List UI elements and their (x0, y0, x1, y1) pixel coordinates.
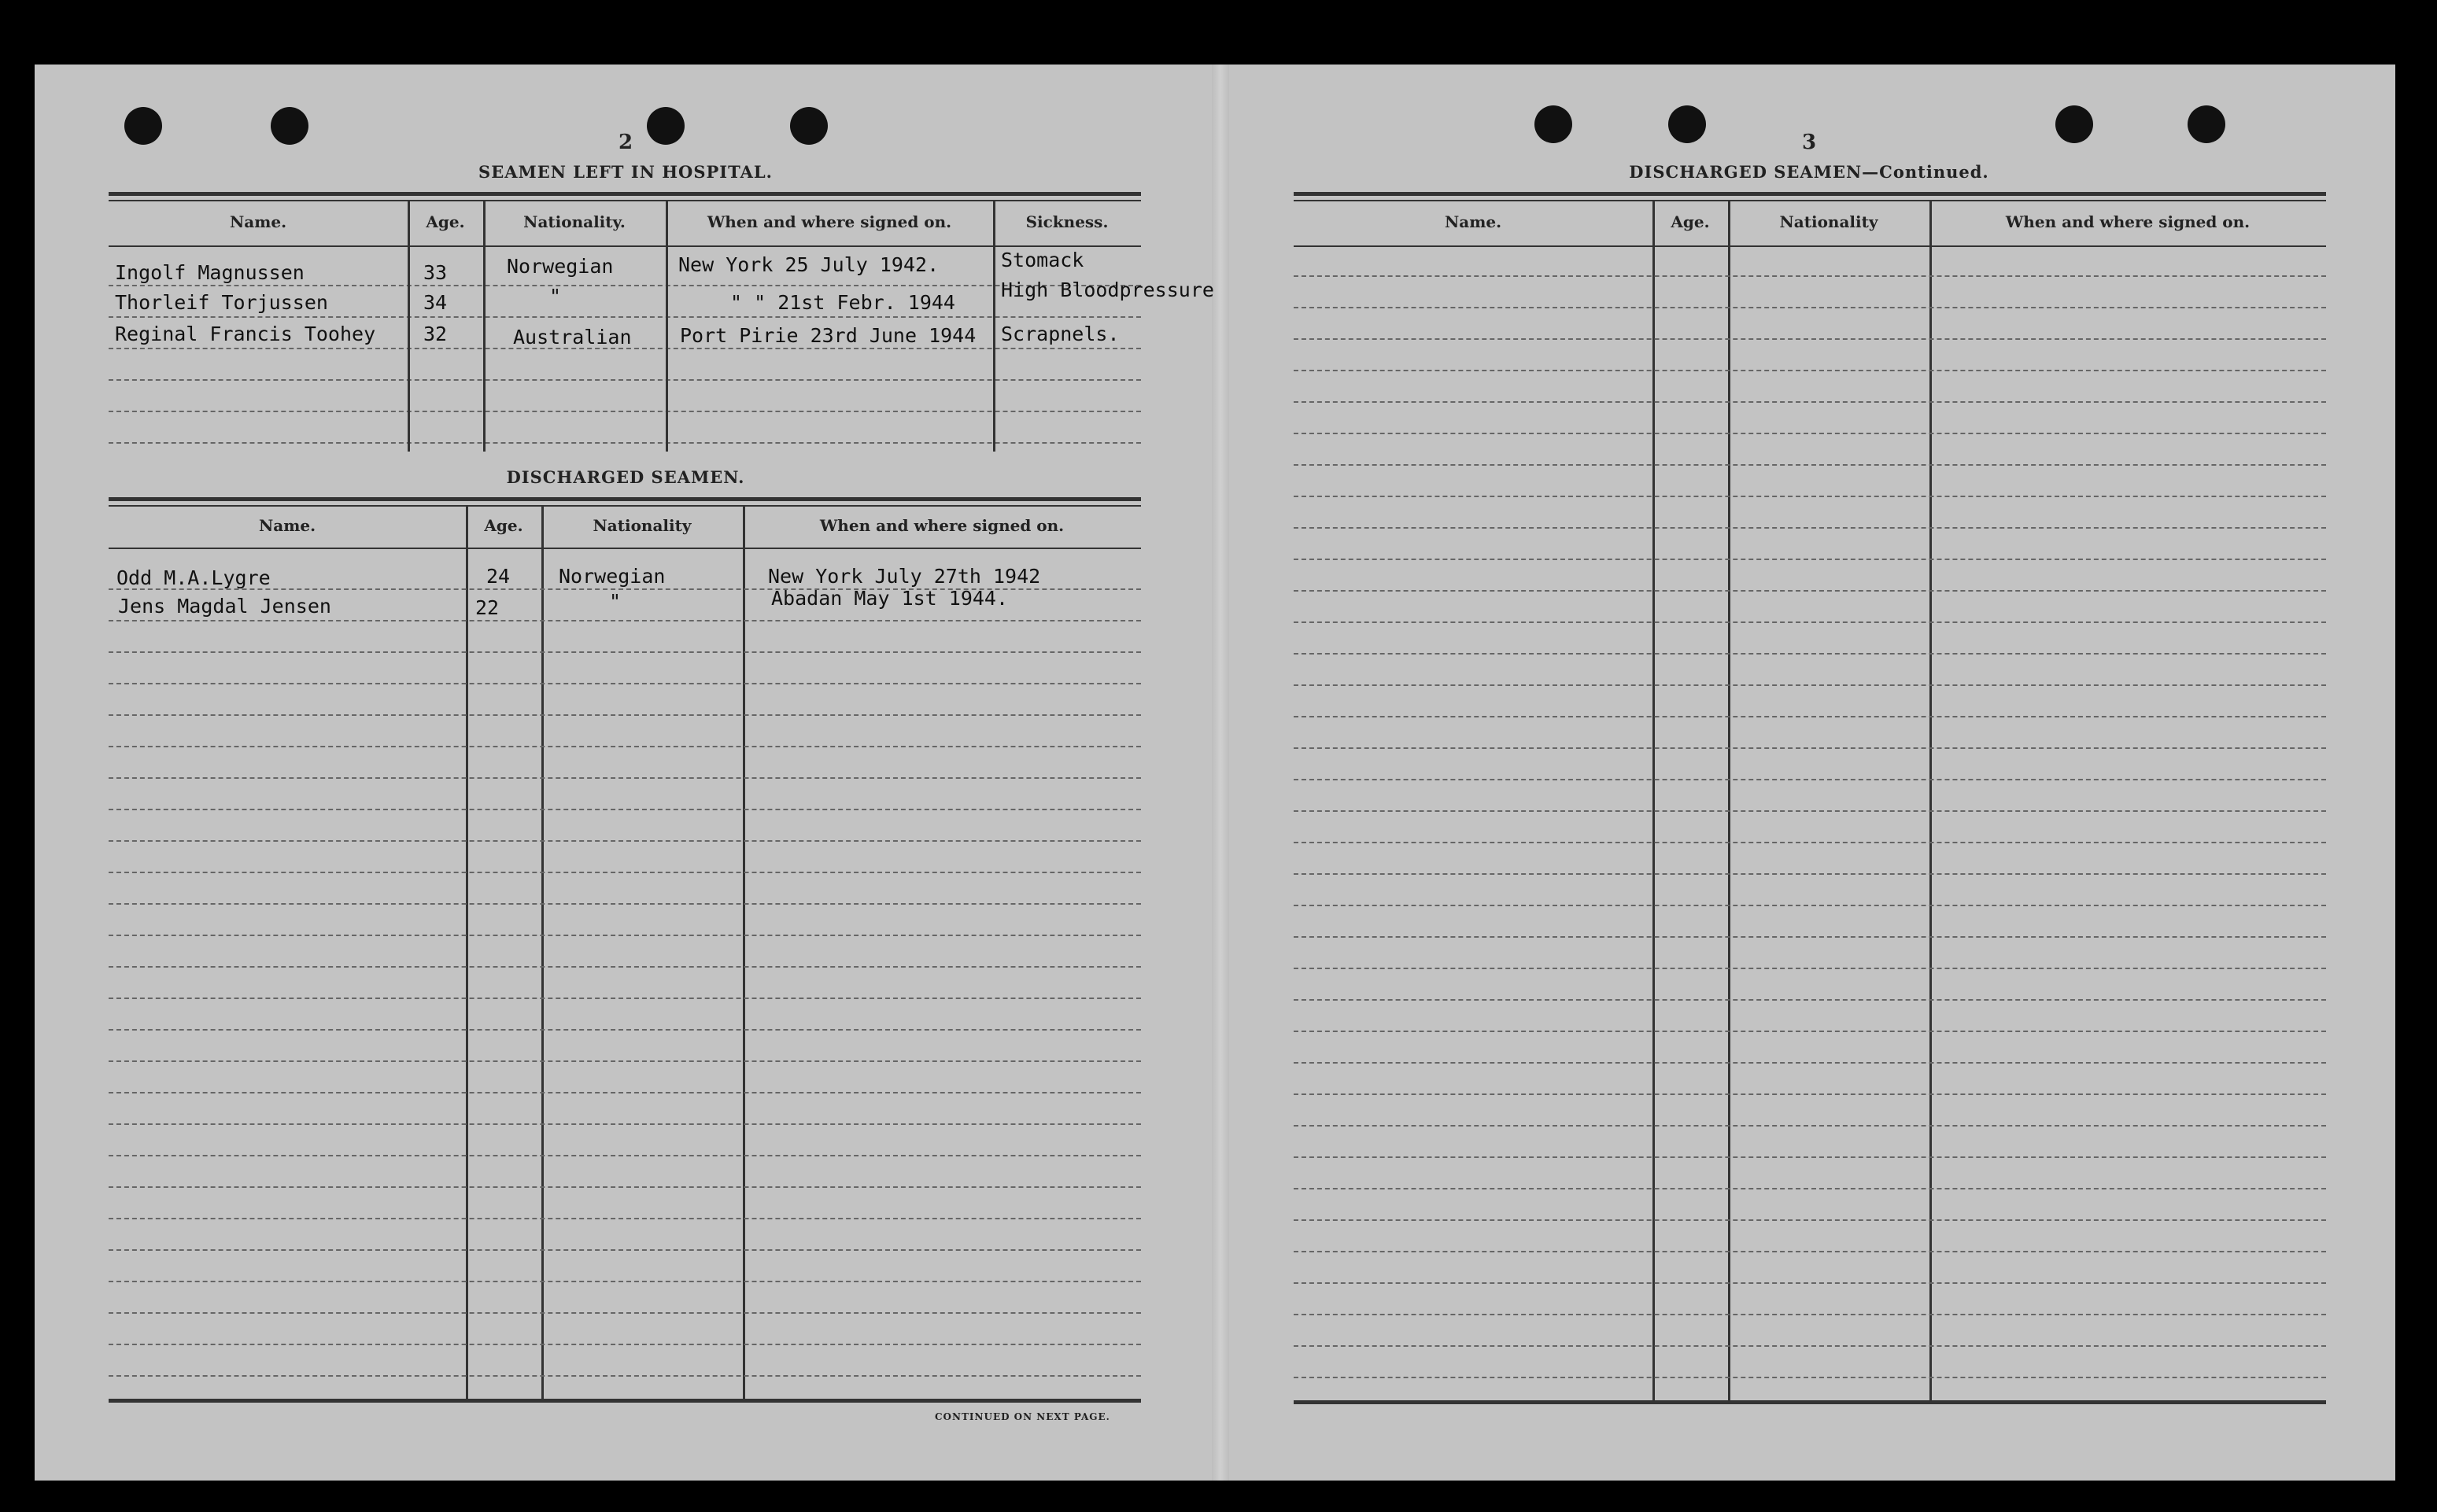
punch-hole (124, 107, 162, 145)
page-number-right: 3 (1802, 131, 1817, 154)
column-header-name: Name. (1444, 212, 1502, 231)
table-row-signed-on: " " 21st Febr. 1944 (730, 291, 955, 314)
table-row-name: Ingolf Magnussen (115, 261, 305, 284)
table-row-age: 34 (423, 291, 448, 314)
table-row-nationality: " (549, 285, 562, 308)
table-row-signed-on: Abadan May 1st 1944. (771, 587, 1009, 610)
column-header-signed-on: When and where signed on. (819, 516, 1065, 535)
column-header-signed-on: When and where signed on. (2005, 212, 2251, 231)
page-number-left: 2 (618, 131, 633, 154)
table-row-sickness: High Bloodpressure (1001, 278, 1214, 301)
column-header-name: Name. (258, 516, 316, 535)
table-row-nationality: Norwegian (559, 565, 666, 588)
continued-footer: CONTINUED ON NEXT PAGE. (935, 1411, 1110, 1422)
punch-hole (271, 107, 308, 145)
table-row-nationality: " (609, 590, 622, 613)
column-header-nationality: Nationality (593, 516, 692, 535)
column-header-age: Age. (1671, 212, 1710, 231)
page-spine (1212, 65, 1229, 1481)
table-row-signed-on: Port Pirie 23rd June 1944 (680, 324, 977, 347)
punch-hole (1534, 105, 1572, 143)
table-row-age: 22 (475, 596, 500, 619)
table-row-nationality: Norwegian (507, 255, 614, 278)
table-row-nationality: Australian (513, 326, 632, 348)
discharged-continued-title: DISCHARGED SEAMEN—Continued. (1629, 162, 1989, 182)
column-header-signed-on: When and where signed on. (707, 212, 952, 231)
table-row-sickness: Stomack (1001, 249, 1084, 271)
table-row-name: Odd M.A.Lygre (116, 566, 271, 589)
table-row-age: 33 (423, 261, 448, 284)
table-row-name: Thorleif Torjussen (115, 291, 328, 314)
table-row-signed-on: New York 25 July 1942. (678, 253, 940, 276)
table-row-age: 24 (486, 565, 511, 588)
punch-hole (790, 107, 828, 145)
punch-hole (2055, 105, 2093, 143)
column-header-nationality: Nationality (1779, 212, 1878, 231)
discharged-section-title: DISCHARGED SEAMEN. (506, 467, 745, 487)
column-header-nationality: Nationality. (523, 212, 626, 231)
column-header-sickness: Sickness. (1025, 212, 1109, 231)
table-row-age: 32 (423, 323, 448, 345)
punch-hole (647, 107, 685, 145)
discharged-table (109, 497, 1141, 1406)
discharged-continued-table (1294, 192, 2326, 1407)
table-row-name: Jens Magdal Jensen (118, 595, 331, 618)
table-row-signed-on: New York July 27th 1942 (768, 565, 1041, 588)
column-header-name: Name. (229, 212, 287, 231)
table-row-sickness: Scrapnels. (1001, 323, 1120, 345)
table-row-name: Reginal Francis Toohey (115, 323, 376, 345)
column-header-age: Age. (426, 212, 465, 231)
column-header-age: Age. (484, 516, 523, 535)
hospital-section-title: SEAMEN LEFT IN HOSPITAL. (478, 162, 773, 182)
punch-hole (2188, 105, 2225, 143)
hospital-table (109, 192, 1214, 459)
punch-hole (1668, 105, 1706, 143)
